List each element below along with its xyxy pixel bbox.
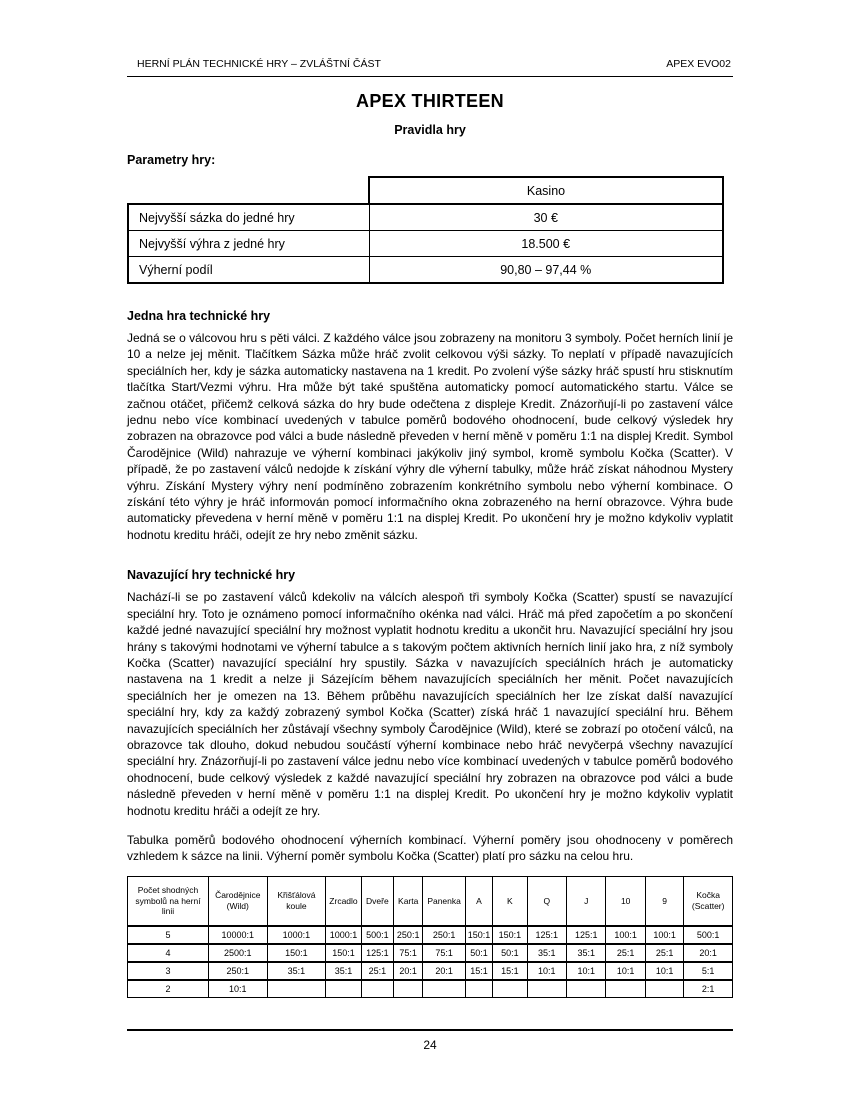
parameter-row — [128, 257, 723, 284]
paytable-cell: 35:1 — [527, 944, 566, 962]
paytable-cell: 35:1 — [267, 962, 326, 980]
paytable-cell: 5:1 — [684, 962, 733, 980]
paytable-cell: 1000:1 — [267, 926, 326, 944]
paragraph-navazujici-hry: Nachází-li se po zastavení válců kdekoliv na válcích alespoň tři symboly Kočka (Scatter) spustí se navazující speciální hry. Toto je oznámeno pomocí informačního okénka nad válci. Hráč má před započetím a po skončení každé jedné navazující speciální hry možnost vyplatit hodnotu kreditu a ukončit hru. Navazující speciální hry jsou hrány s takovými hodnotami ve výherní tabulce a s takovým počtem aktivních herních linií jako hra, z níž symboly Kočka (Scatter) navazující speciální hry spustily. Sázka v navazujících speciálních hrách je automaticky nastavena na 1 kredit a nelze ji Sázejícím během navazujících speciálních her měnit. Počet navazujících speciálních her je omezen na 13. Během průběhu navazujících speciálních her lze získat další navazující speciální hry, kdy za každý zobrazený symbol Kočka (Scatter) získá hráč 1 navazující speciální hru. Během navazujících speciálních her zůstávají všechny symboly Čarodějnice (Wild), které se zobrazí po otočení válců, na obrazovce tak dlouho, dokud nebudou součástí výherní kombinace nebo hráč nevyčerpá všechny navazující speciální hry. Znázorňují-li po zastavení válce jednu nebo více kombinací uvedených v tabulce poměrů bodového ohodnocení, bude celkový výsledek z každé navazující speciální hry zobrazen na obrazovce pod válci a bude následně převeden v herní měně v poměru 1:1 na displej Kredit. Po ukončení hry je možno kdykoliv vyplatit hodnotu kreditu hráči a odejít ze hry. — [127, 590, 733, 818]
paytable-cell: 10000:1 — [208, 926, 267, 944]
paytable-cell: 25:1 — [361, 962, 393, 980]
paytable-header-cell: Q — [527, 876, 566, 926]
paytable-cell: 50:1 — [465, 944, 492, 962]
paragraph-jedna-hra: Jedná se o válcovou hru s pěti válci. Z každého válce jsou zobrazeny na monitoru 3 symboly. Počet herních linií je 10 a nelze jej měnit. Tlačítkem Sázka může hráč zvolit celkovou výši sázky. To neplatí v případě navazujících speciálních her, kdy je sázka automaticky nastavena na 1 kredit. Po zvolení výše sázky hráč spustí hru stisknutím tlačítka Start/Vezmi výhru. Hra může být také spuštěna automaticky pomocí automatického startu. Válce se začnou otáčet, přičemž celková sázka do hry bude odečtena z displeje Kredit. Znázorňují-li po zastavení válce jednu nebo více kombinací uvedených v tabulce poměrů bodového ohodnocení, bude celkový výsledek hry zobrazen na obrazovce pod válci a bude následně převeden v herní měně v poměru 1:1 na displej Kredit. Symbol Čarodějnice (Wild) nahrazuje ve výherní kombinaci jakýkoliv jiný symbol, kromě symbolu Kočka (Scatter). V případě, že po zastavení válců nedojde k získání výhry dle výherní tabulky, může hráč získat náhodnou Mystery výhru. Získání Mystery výhry není podmíněno zobrazením konkrétního symbolu nebo výherní kombinace. O získání této výhry je hráč informován pomocí informačního okna zobrazeného na herní obrazovce. Výhra bude automaticky převedena v herní měně v poměru 1:1 na displej Kredit. Po ukončení hry je možno kdykoliv vyplatit hodnotu kreditu hráči, odejít ze hry nebo změnit sázku. — [127, 331, 733, 542]
paytable-header-cell: K — [493, 876, 527, 926]
paytable-cell: 250:1 — [394, 926, 423, 944]
paragraph-paytable-intro: Tabulka poměrů bodového ohodnocení výherních kombinací. Výherní poměry jsou ohodnoceny v poměrech vzhledem k sázce na linii. Výherní poměr symbolu Kočka (Scatter) platí pro sázku na celou hru. — [127, 832, 733, 864]
paytable-cell: 500:1 — [684, 926, 733, 944]
paytable-header-cell: Dveře — [361, 876, 393, 926]
page-number: 24 — [423, 1038, 437, 1052]
parameters-table — [127, 176, 724, 284]
paytable-cell — [567, 980, 606, 998]
paytable-cell — [645, 980, 683, 998]
paytable-cell: 500:1 — [361, 926, 393, 944]
parameter-label: Nejvyšší sázka do jedné hry — [128, 204, 369, 231]
paytable-cell: 10:1 — [606, 962, 645, 980]
paytable-header-cell: Panenka — [423, 876, 465, 926]
paytable-cell: 20:1 — [684, 944, 733, 962]
paytable-cell — [326, 980, 361, 998]
paytable-cell: 150:1 — [465, 926, 492, 944]
paytable-row — [128, 980, 733, 998]
paytable-cell: 125:1 — [361, 944, 393, 962]
paytable-cell: 2500:1 — [208, 944, 267, 962]
paytable-cell: 75:1 — [394, 944, 423, 962]
paytable-cell: 25:1 — [606, 944, 645, 962]
paytable-cell: 150:1 — [326, 944, 361, 962]
parameters-header-kasino: Kasino — [369, 177, 723, 204]
paytable-cell: 250:1 — [423, 926, 465, 944]
paytable-cell: 25:1 — [645, 944, 683, 962]
parameters-label: Parametry hry: — [127, 153, 216, 167]
paytable-cell — [465, 980, 492, 998]
paytable-cell: 150:1 — [493, 926, 527, 944]
paytable-cell: 10:1 — [645, 962, 683, 980]
parameter-label: Výherní podíl — [128, 257, 369, 284]
paytable-header-cell: Kočka (Scatter) — [684, 876, 733, 926]
header-rule — [127, 76, 733, 77]
paytable-cell — [361, 980, 393, 998]
parameters-header-empty-cell — [128, 177, 369, 204]
parameter-row — [128, 231, 723, 257]
parameter-value: 90,80 – 97,44 % — [369, 257, 723, 284]
parameter-value: 18.500 € — [369, 231, 723, 257]
paytable-cell: 2:1 — [684, 980, 733, 998]
paytable-count-cell: 5 — [128, 926, 209, 944]
paytable-cell: 20:1 — [394, 962, 423, 980]
page-subtitle: Pravidla hry — [394, 123, 466, 137]
parameter-value: 30 € — [369, 204, 723, 231]
paytable-header-cell: J — [567, 876, 606, 926]
paytable-header-cell: Počet shodných symbolů na herní linii — [128, 876, 209, 926]
paytable-cell: 10:1 — [567, 962, 606, 980]
paytable-cell — [493, 980, 527, 998]
paytable-header-row — [128, 876, 733, 926]
paytable-cell: 35:1 — [326, 962, 361, 980]
paytable-cell: 20:1 — [423, 962, 465, 980]
paytable-cell — [267, 980, 326, 998]
footer-rule — [127, 1029, 733, 1031]
paytable-row — [128, 944, 733, 962]
paytable-count-cell: 4 — [128, 944, 209, 962]
paytable-cell — [423, 980, 465, 998]
header-left-text: HERNÍ PLÁN TECHNICKÉ HRY – ZVLÁŠTNÍ ČÁST — [137, 58, 381, 70]
paytable-header-cell: 9 — [645, 876, 683, 926]
paytable-cell: 75:1 — [423, 944, 465, 962]
paytable-header-cell: A — [465, 876, 492, 926]
paytable-cell: 35:1 — [567, 944, 606, 962]
paytable-count-cell: 2 — [128, 980, 209, 998]
paytable-row — [128, 926, 733, 944]
paytable-cell: 100:1 — [606, 926, 645, 944]
paytable-cell: 1000:1 — [326, 926, 361, 944]
paytable-cell: 50:1 — [493, 944, 527, 962]
page-content — [127, 0, 733, 998]
paytable-cell: 15:1 — [493, 962, 527, 980]
parameters-header-row — [128, 177, 723, 204]
paytable-header-cell: Karta — [394, 876, 423, 926]
running-header — [127, 58, 733, 70]
paytable-cell — [527, 980, 566, 998]
paytable-cell: 250:1 — [208, 962, 267, 980]
paytable-row — [128, 962, 733, 980]
paytable-cell: 125:1 — [567, 926, 606, 944]
section-heading-jedna-hra: Jedna hra technické hry — [127, 309, 271, 323]
paytable-cell — [606, 980, 645, 998]
paytable-cell: 100:1 — [645, 926, 683, 944]
page-title: APEX THIRTEEN — [356, 91, 504, 111]
paytable-count-cell: 3 — [128, 962, 209, 980]
paytable-cell — [394, 980, 423, 998]
parameter-label: Nejvyšší výhra z jedné hry — [128, 231, 369, 257]
paytable — [127, 876, 733, 998]
section-heading-navazujici-hry: Navazující hry technické hry — [127, 568, 296, 583]
parameter-row — [128, 204, 723, 231]
header-right-text: APEX EVO02 — [666, 58, 731, 70]
paytable-cell: 10:1 — [527, 962, 566, 980]
paytable-cell: 10:1 — [208, 980, 267, 998]
paytable-header-cell: Čarodějnice (Wild) — [208, 876, 267, 926]
paytable-header-cell: Zrcadlo — [326, 876, 361, 926]
paytable-cell: 15:1 — [465, 962, 492, 980]
paytable-cell: 150:1 — [267, 944, 326, 962]
paytable-header-cell: Křišťálová koule — [267, 876, 326, 926]
paytable-cell: 125:1 — [527, 926, 566, 944]
paytable-header-cell: 10 — [606, 876, 645, 926]
